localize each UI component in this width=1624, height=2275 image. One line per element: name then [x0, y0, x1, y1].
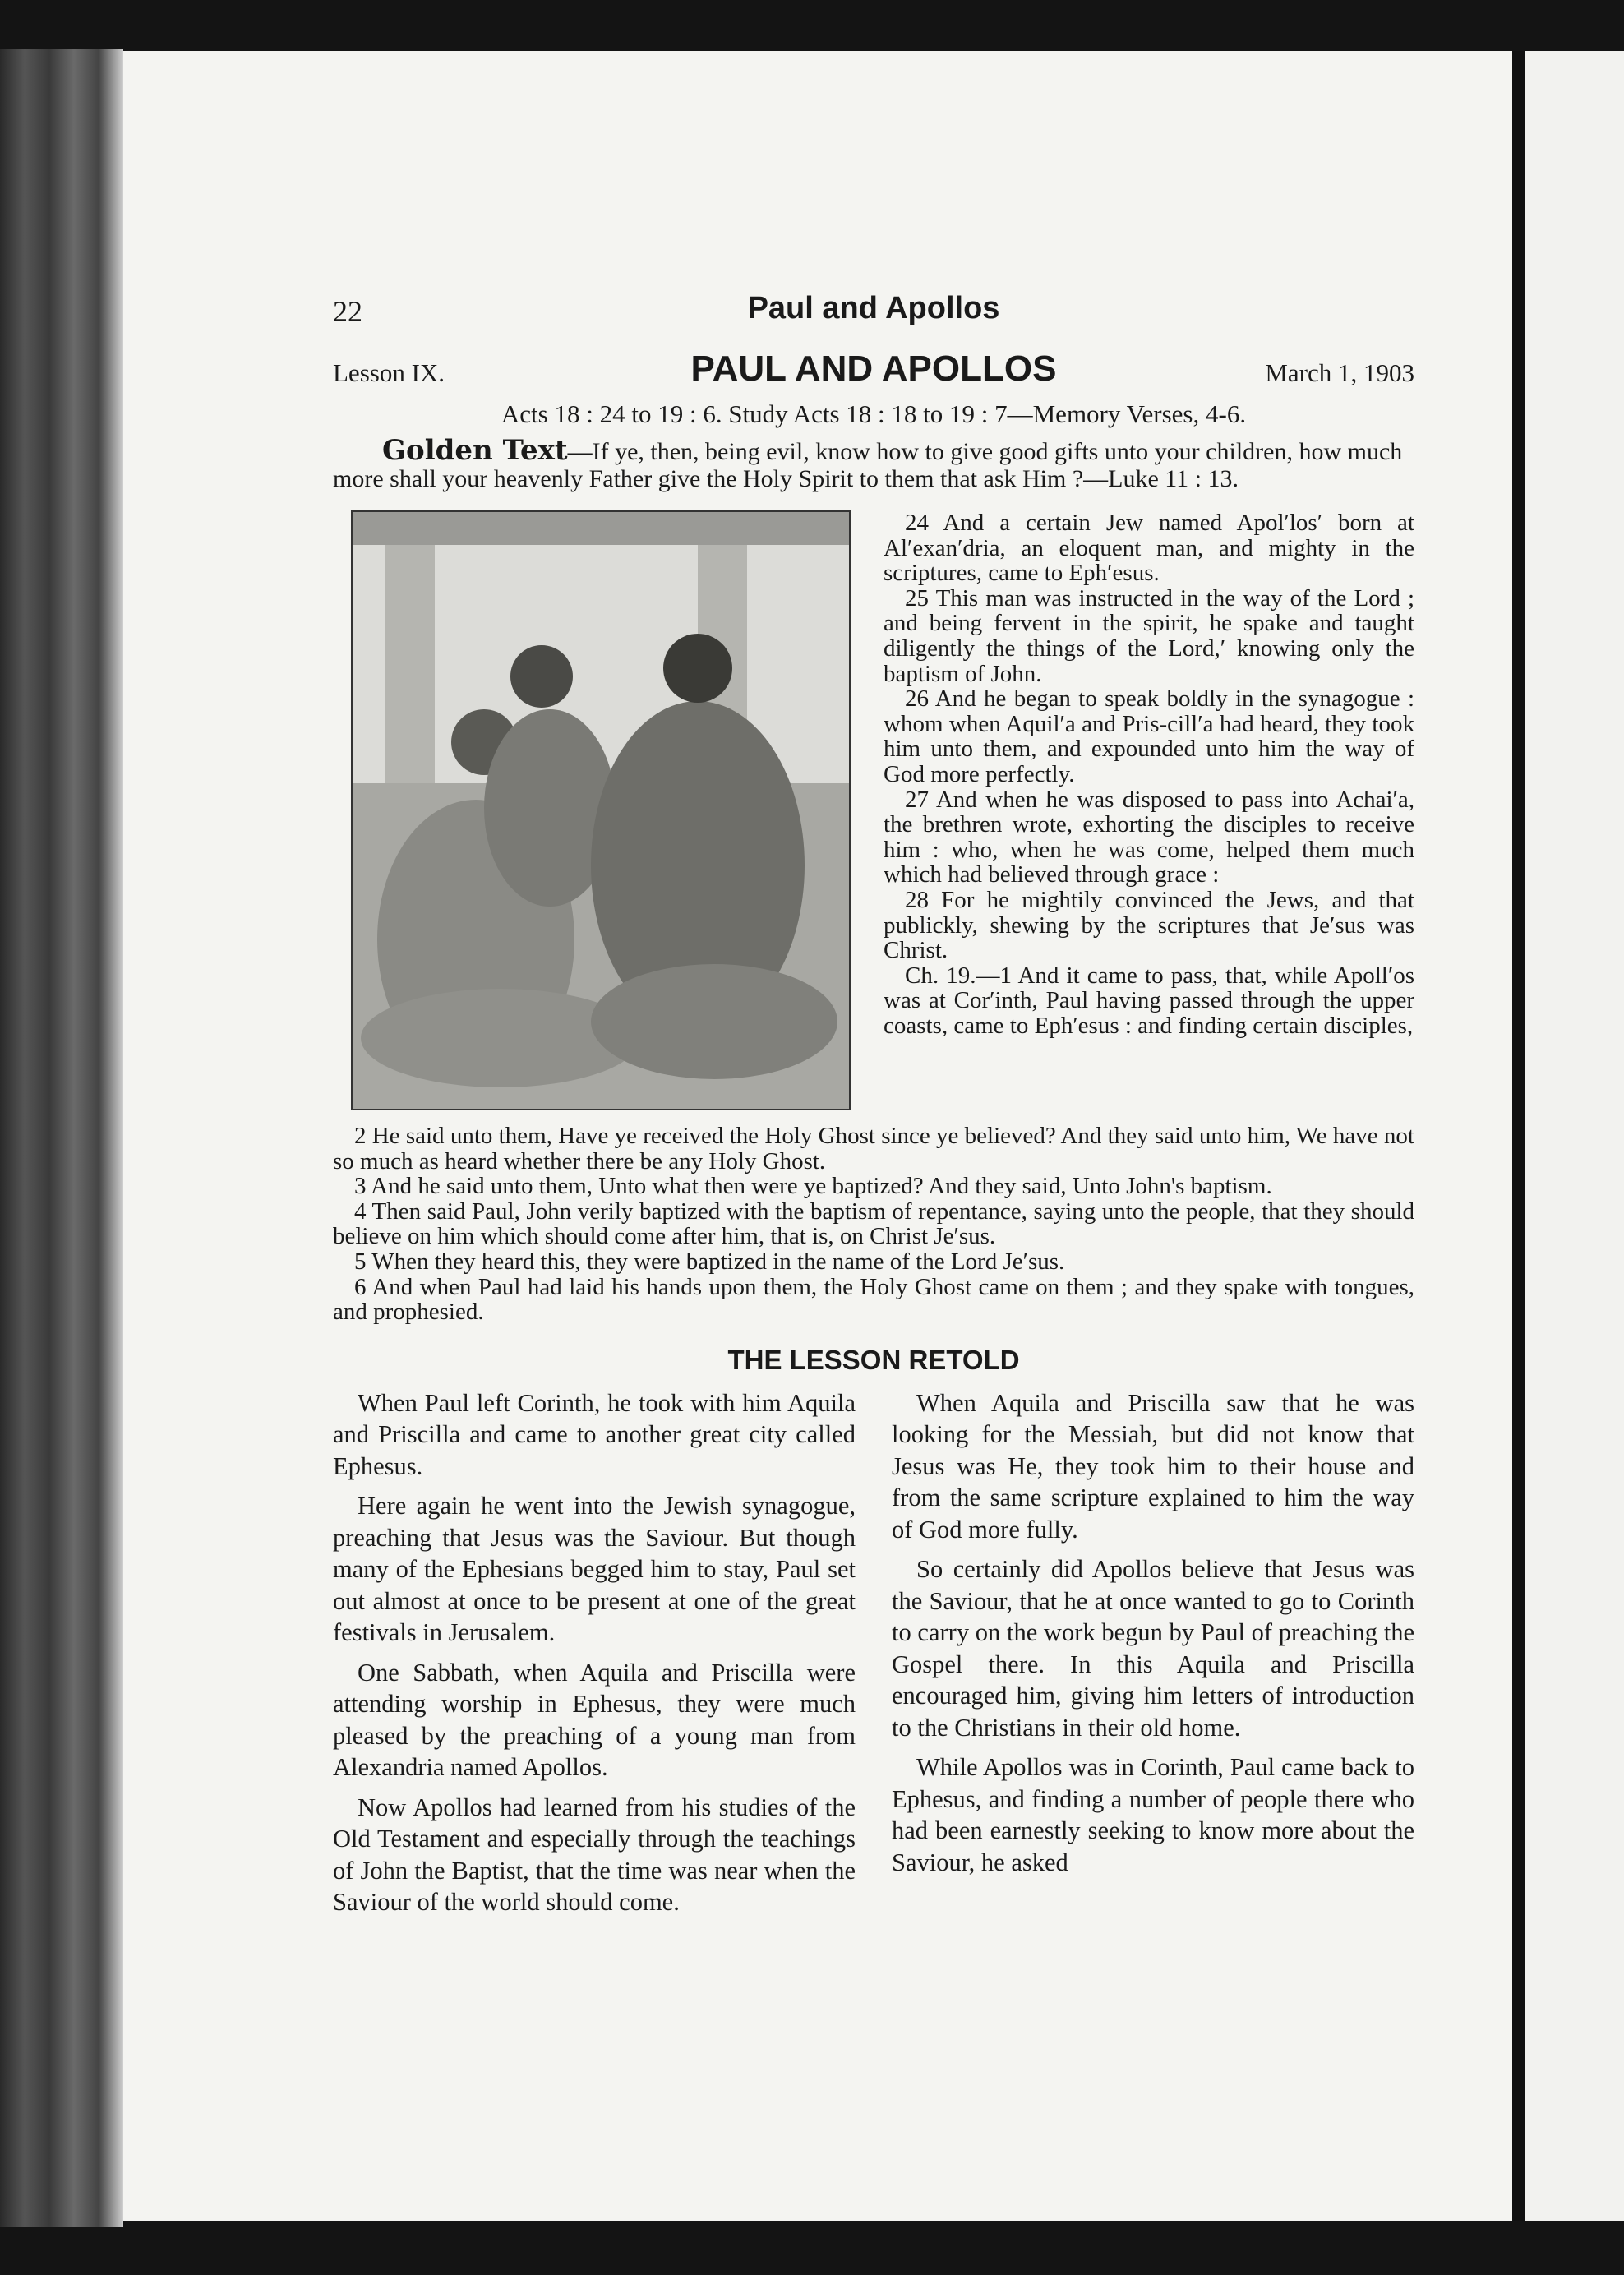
- running-title: Paul and Apollos: [747, 291, 1000, 325]
- engraving-figures-image: [353, 512, 849, 1109]
- lesson-title: PAUL AND APOLLOS: [690, 348, 1057, 389]
- golden-text-body: —If ye, then, being evil, know how to give good gifts unto your children, how much more shall your heavenly Father give the Holy Spirit to them that ask Him ?—Luke 11 : 13.: [333, 438, 1403, 492]
- facing-page-edge: [1525, 51, 1624, 2221]
- verse: 2 He said unto them, Have ye received the Holy Ghost since ye believed? And they said unto him, We have not so much as heard whether there be any Holy Ghost.: [333, 1123, 1414, 1174]
- verse: 26 And he began to speak boldly in the synagogue : whom when Aquil′a and Pris-cill′a had heard, they took him unto them, and expounded unto him the way of God more perfectly.: [884, 685, 1414, 787]
- page-number: 22: [333, 295, 362, 328]
- verse: 28 For he mightily convinced the Jews, and that publickly, shewing by the scriptures that Je′sus was Christ.: [884, 886, 1414, 964]
- lesson-retold-columns: [333, 1387, 1414, 1918]
- lesson-header: [333, 347, 1414, 396]
- page-content: [333, 288, 1414, 1918]
- lesson-date: March 1, 1903: [1265, 358, 1414, 387]
- retold-paragraph: So certainly did Apollos believe that Jesus was the Saviour, that he at once wanted to go to Corinth to carry on the work begun by Paul of preaching the Gospel there. In this Aquila and Priscilla encouraged him, giving him letters of introduction to the Christians in their old home.: [892, 1555, 1414, 1742]
- retold-paragraph: One Sabbath, when Aquila and Priscilla were attending worship in Ephesus, they were much pleased by the preaching of a young man from Alexandria named Apollos.: [333, 1658, 856, 1782]
- verse: Ch. 19.—1 And it came to pass, that, while Apoll′os was at Cor′inth, Paul having passed through the upper coasts, came to Eph′esus : and finding certain disciples,: [884, 962, 1414, 1039]
- scripture-passage: [333, 510, 1414, 1325]
- golden-text: [333, 434, 1414, 492]
- verse: 3 And he said unto them, Unto what then were ye baptized? And they said, Unto John's baptism.: [354, 1173, 1272, 1200]
- verse: 4 Then said Paul, John verily baptized with the baptism of repentance, saying unto the people, that they should believe on him which should come after him, that is, on Christ Je′sus.: [333, 1197, 1414, 1250]
- verse: 24 And a certain Jew named Apol′los′ born at Al′exan′dria, an eloquent man, and mighty in the scriptures, came to Eph′esus.: [884, 510, 1414, 587]
- engraving-illustration: [351, 510, 851, 1110]
- lesson-retold-heading: THE LESSON RETOLD: [727, 1344, 1020, 1375]
- verse: 5 When they heard this, they were baptized in the name of the Lord Je′sus.: [354, 1248, 1065, 1275]
- retold-paragraph: When Paul left Corinth, he took with him Aquila and Priscilla and came to another great city called Ephesus.: [333, 1388, 856, 1480]
- scripture-references: Acts 18 : 24 to 19 : 6. Study Acts 18 : 18 to 19 : 7—Memory Verses, 4-6.: [501, 399, 1247, 428]
- golden-text-label: Golden Text: [382, 434, 568, 467]
- book-edge: [0, 49, 123, 2227]
- retold-paragraph: Here again he went into the Jewish synagogue, preaching that Jesus was the Saviour. But though many of the Ephesians begged him to stay, Paul set out almost at once to be present at one of the great festivals in Jerusalem.: [333, 1492, 856, 1647]
- verse: 6 And when Paul had laid his hands upon them, the Holy Ghost came on them ; and they spake with tongues, and prophesied.: [333, 1273, 1414, 1326]
- retold-paragraph: When Aquila and Priscilla saw that he was looking for the Messiah, but did not know that Jesus was He, they took him to their house and from the same scripture explained to him the way of God more fully.: [892, 1388, 1414, 1544]
- retold-paragraph: Now Apollos had learned from his studies of the Old Testament and especially through the teachings of John the Baptist, that the time was near when the Saviour of the world should come.: [333, 1793, 856, 1917]
- lesson-number: Lesson IX.: [333, 358, 445, 387]
- verse: 27 And when he was disposed to pass into Achai′a, the brethren wrote, exhorting the disciples to receive him : who, when he was come, helped them much which had believed through grace :: [884, 786, 1414, 888]
- verse: 25 This man was instructed in the way of the Lord ; and being fervent in the spirit, he spake and taught diligently the things of the Lord,′ knowing only the baptism of John.: [884, 584, 1414, 687]
- running-head: [333, 288, 1414, 340]
- verses-full-width: [333, 1124, 1414, 1325]
- retold-paragraph: While Apollos was in Corinth, Paul came back to Ephesus, and finding a number of people there who had been earnestly seeking to know more about the Saviour, he asked: [892, 1753, 1414, 1876]
- book-gutter: [1512, 51, 1525, 2221]
